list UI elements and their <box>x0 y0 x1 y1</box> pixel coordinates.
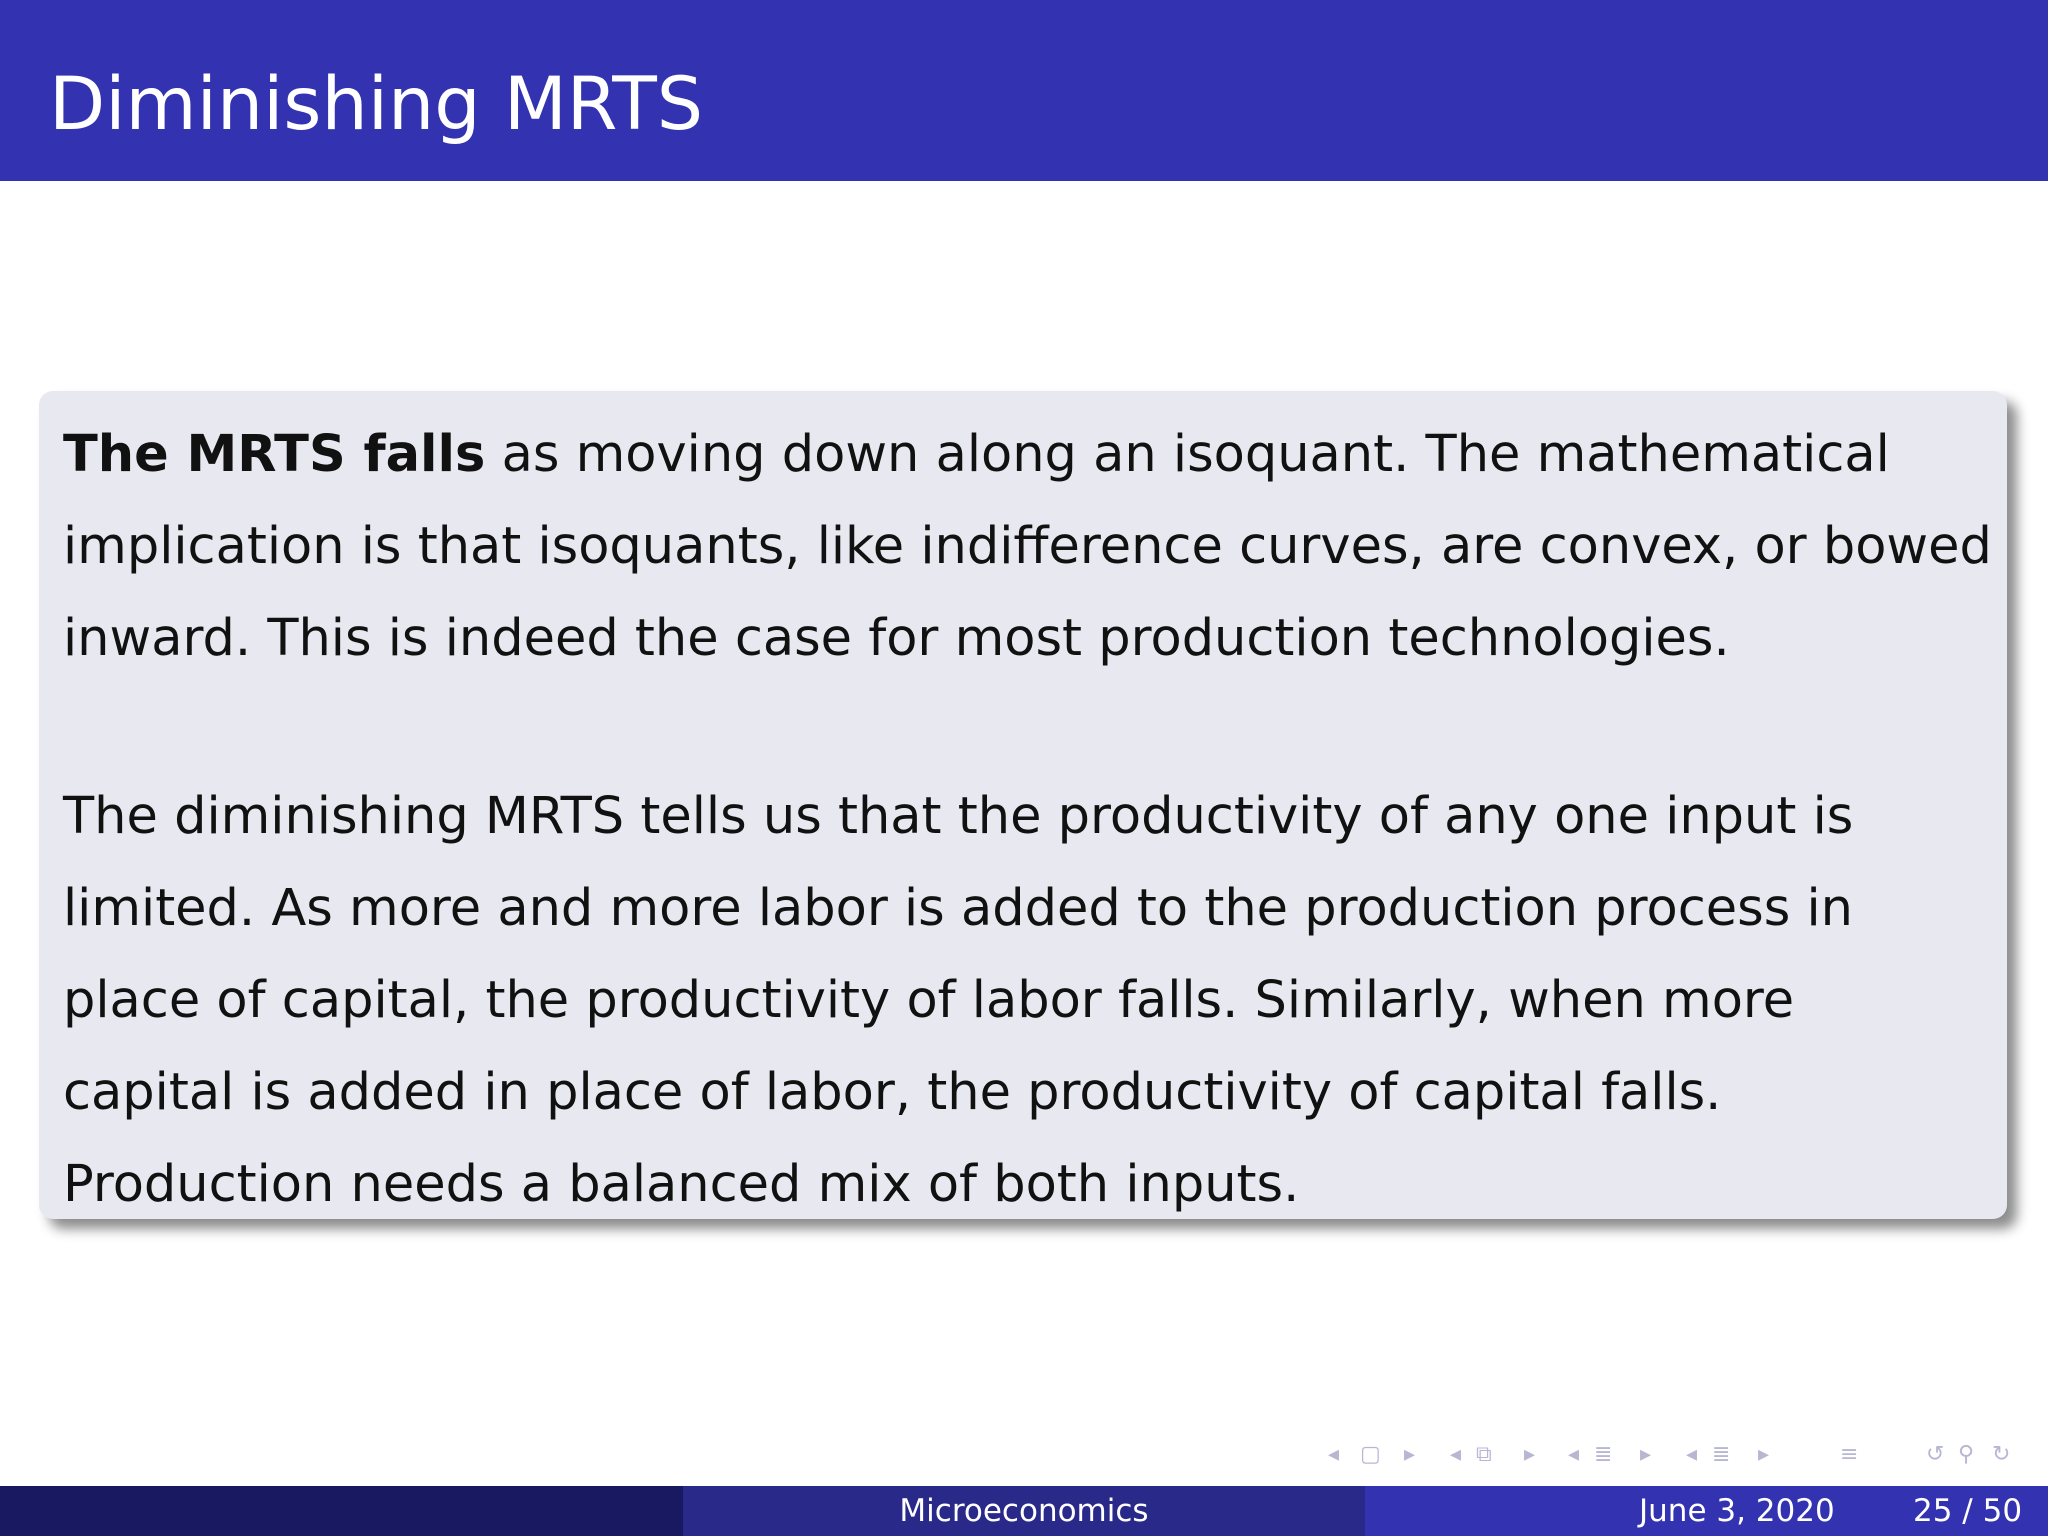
footer-course-section <box>683 1486 1365 1536</box>
frame-icon[interactable]: ▢ <box>1360 1442 1381 1467</box>
navigation-bar <box>1320 1436 2040 1476</box>
align-icon[interactable]: ≡ <box>1840 1442 1859 1467</box>
arrow-left-icon[interactable]: ◂ <box>1686 1442 1698 1467</box>
paragraph2-line2: limited. As more and more labor is added to the production process in <box>63 879 1853 938</box>
section-icon[interactable]: ≣ <box>1712 1442 1731 1467</box>
footer-page-number: 25 / 50 <box>1913 1493 2023 1529</box>
paragraph1-line1-rest: as moving down along an isoquant. The mathematical <box>485 425 1890 484</box>
paragraph2-line5: Production needs a balanced mix of both inputs. <box>63 1155 1300 1214</box>
paragraph2-line1: The diminishing MRTS tells us that the productivity of any one input is <box>63 787 1854 846</box>
paragraph2-line3: place of capital, the productivity of labor falls. Similarly, when more <box>63 971 1795 1030</box>
footer-course: Microeconomics <box>899 1493 1149 1529</box>
slide-title: Diminishing MRTS <box>49 62 704 147</box>
footer <box>0 1486 2048 1536</box>
arrow-left-icon[interactable]: ◂ <box>1450 1442 1462 1467</box>
search-icon[interactable]: ⚲ <box>1958 1442 1975 1467</box>
content-block <box>39 391 2007 1219</box>
arrow-right-icon[interactable]: ▸ <box>1524 1442 1536 1467</box>
section-icon[interactable]: ≣ <box>1594 1442 1613 1467</box>
arrow-right-icon[interactable]: ▸ <box>1758 1442 1770 1467</box>
lead-phrase: The MRTS falls <box>63 425 486 484</box>
arrow-right-icon[interactable]: ▸ <box>1640 1442 1652 1467</box>
forward-icon[interactable]: ↻ <box>1992 1442 2011 1467</box>
paragraph-gap <box>63 685 2023 771</box>
paragraph1-line1 <box>63 409 2023 501</box>
paragraph2-line4: capital is added in place of labor, the productivity of capital falls. <box>63 1063 1722 1122</box>
block-body <box>63 409 2023 1231</box>
paragraph1-line3: inward. This is indeed the case for most production technologies. <box>63 609 1730 668</box>
title-bar <box>0 0 2048 181</box>
subsection-icon[interactable]: ⧉ <box>1476 1442 1492 1467</box>
arrow-left-icon[interactable]: ◂ <box>1568 1442 1580 1467</box>
footer-date: June 3, 2020 <box>1639 1493 1835 1529</box>
back-icon[interactable]: ↺ <box>1926 1442 1945 1467</box>
arrow-right-icon[interactable]: ▸ <box>1404 1442 1416 1467</box>
arrow-left-icon[interactable]: ◂ <box>1328 1442 1340 1467</box>
footer-info-section <box>1365 1486 2048 1536</box>
paragraph1-line2: implication is that isoquants, like indifference curves, are convex, or bowed <box>63 517 1992 576</box>
footer-author-section <box>0 1486 683 1536</box>
